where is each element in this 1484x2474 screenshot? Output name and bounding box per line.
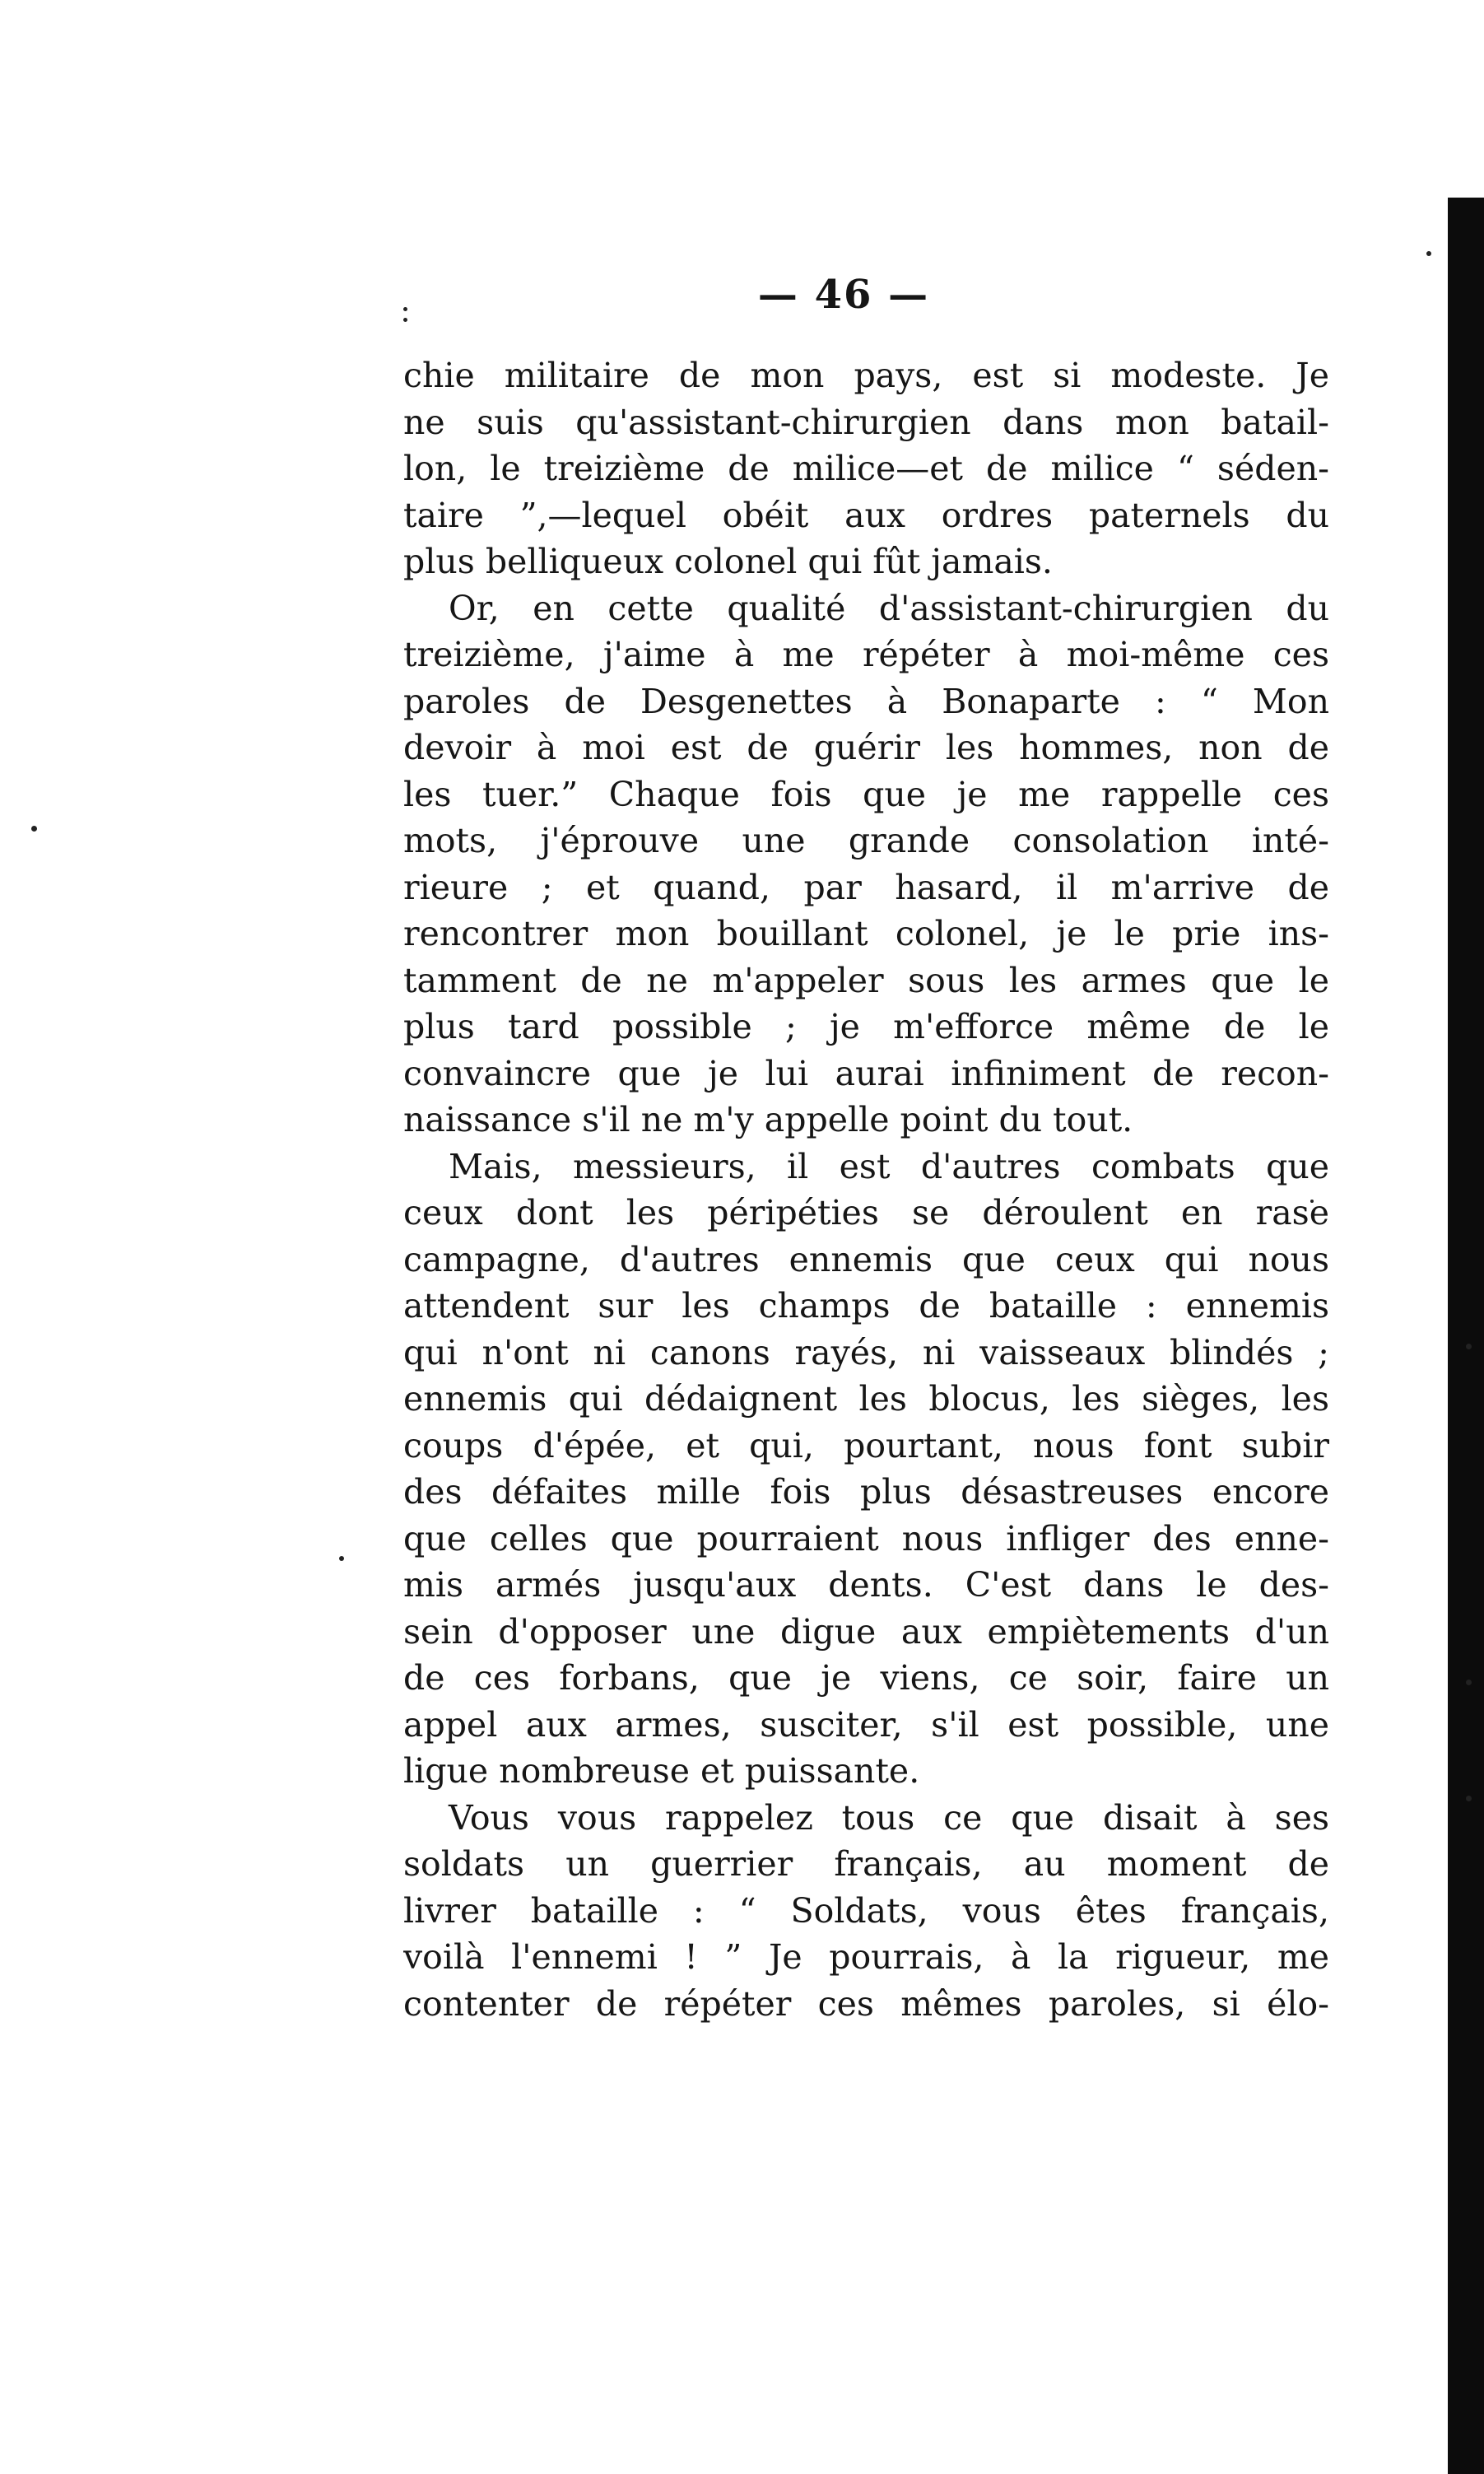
text-line: paroles de Desgenettes à Bonaparte : “ Mon (403, 681, 1329, 721)
paragraph (403, 1795, 1329, 2028)
text-line: appel aux armes, susciter, s'il est possible, une (403, 1704, 1329, 1745)
text-line: rieure ; et quand, par hasard, il m'arrive de (403, 867, 1329, 907)
scan-dark-edge (1448, 198, 1484, 2474)
text-line: mis armés jusqu'aux dents. C'est dans le des- (403, 1565, 1329, 1605)
text-line: rencontrer mon bouillant colonel, je le prie ins- (403, 914, 1329, 953)
text-line: ceux dont les péripéties se déroulent en rase (403, 1193, 1329, 1232)
text-line: voilà l'ennemi ! ” Je pourrais, à la rigueur, me (403, 1937, 1329, 1977)
paragraph (403, 585, 1329, 1144)
scan-speck (403, 307, 407, 311)
text-line: plus tard possible ; je m'efforce même de le (403, 1007, 1329, 1046)
text-line: sein d'opposer une digue aux empiètements d'un (403, 1611, 1329, 1652)
text-line: taire ”,—lequel obéit aux ordres paternels du (403, 495, 1329, 535)
scan-speck (1466, 1344, 1472, 1349)
scan-speck (31, 826, 37, 832)
text-line: des défaites mille fois plus désastreuses encore (403, 1472, 1329, 1512)
body-text (403, 352, 1329, 2027)
text-line: treizième, j'aime à me répéter à moi-même ces (403, 635, 1329, 674)
text-line: mots, j'éprouve une grande consolation inté- (403, 821, 1329, 860)
text-line: soldats un guerrier français, au moment de (403, 1844, 1329, 1884)
text-line: devoir à moi est de guérir les hommes, non de (403, 728, 1329, 767)
text-line: ligue nombreuse et puissante. (403, 1751, 920, 1791)
text-line: convaincre que je lui aurai infiniment de recon- (403, 1053, 1329, 1093)
page-number: — 46 — (757, 272, 930, 318)
text-line: naissance s'il ne m'y appelle point du tout. (403, 1100, 1133, 1139)
text-line: qui n'ont ni canons rayés, ni vaisseaux blindés ; (403, 1332, 1329, 1372)
scan-speck (339, 1556, 344, 1561)
text-line: que celles que pourraient nous infliger des enne- (403, 1518, 1329, 1558)
text-line: chie militaire de mon pays, est si modeste. Je (403, 356, 1329, 395)
text-line: ne suis qu'assistant-chirurgien dans mon batail- (403, 402, 1329, 442)
scan-speck (1466, 1680, 1472, 1685)
scan-speck (1426, 251, 1431, 256)
text-line: plus belliqueux colonel qui fût jamais. (403, 542, 1053, 581)
text-line: Mais, messieurs, il est d'autres combats que (449, 1146, 1329, 1186)
text-line: tamment de ne m'appeler sous les armes que le (403, 960, 1329, 1000)
text-line: livrer bataille : “ Soldats, vous êtes français, (403, 1890, 1329, 1931)
paragraph (403, 1144, 1329, 1795)
text-line: les tuer.” Chaque fois que je me rappelle ces (403, 774, 1329, 814)
text-line: attendent sur les champs de bataille : ennemis (403, 1286, 1329, 1326)
scan-speck (403, 318, 407, 322)
text-line: Vous vous rappelez tous ce que disait à ses (449, 1797, 1329, 1838)
text-line: de ces forbans, que je viens, ce soir, faire un (403, 1658, 1329, 1698)
text-line: contenter de répéter ces mêmes paroles, si élo- (403, 1983, 1329, 2024)
text-line: lon, le treizième de milice—et de milice “ séden- (403, 449, 1329, 488)
text-line: campagne, d'autres ennemis que ceux qui nous (403, 1239, 1329, 1279)
text-line: Or, en cette qualité d'assistant-chirurgien du (449, 588, 1329, 628)
text-line: coups d'épée, et qui, pourtant, nous font subir (403, 1425, 1329, 1465)
paragraph (403, 352, 1329, 585)
scan-speck (1466, 1796, 1472, 1801)
text-line: ennemis qui dédaignent les blocus, les sièges, les (403, 1379, 1329, 1419)
